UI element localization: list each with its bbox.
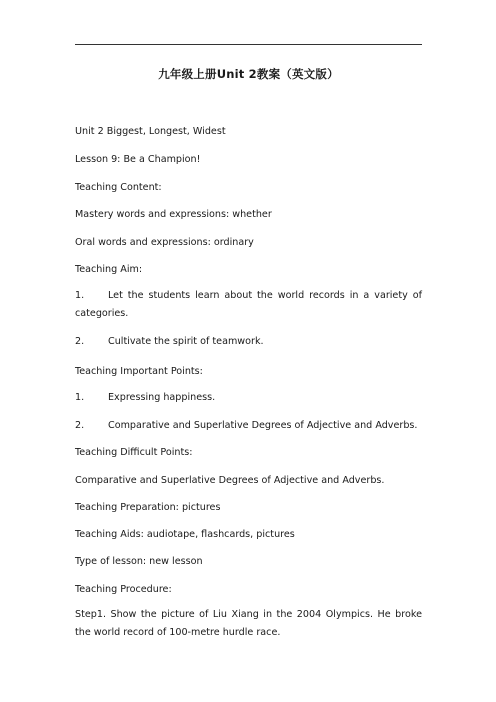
teaching-aim-label: Teaching Aim: xyxy=(75,264,143,275)
teaching-preparation-line: Teaching Preparation: pictures xyxy=(75,502,221,513)
aim-text: Cultivate the spirit of teamwork. xyxy=(108,336,264,347)
aim-item-1 xyxy=(75,287,422,323)
unit-line: Unit 2 Biggest, Longest, Widest xyxy=(75,126,226,137)
aim-item-2 xyxy=(75,333,422,351)
lesson-line: Lesson 9: Be a Champion! xyxy=(75,154,201,165)
aim-text: Let the students learn about the world records in a variety of categories. xyxy=(75,290,422,319)
point-number: 2. xyxy=(75,420,85,431)
aim-number: 2. xyxy=(75,336,85,347)
important-point-1 xyxy=(75,389,422,407)
lesson-type-line: Type of lesson: new lesson xyxy=(75,556,203,567)
oral-words-line: Oral words and expressions: ordinary xyxy=(75,237,254,248)
important-point-2 xyxy=(75,417,422,435)
important-points-label: Teaching Important Points: xyxy=(75,366,203,377)
teaching-aids-line: Teaching Aids: audiotape, flashcards, pictures xyxy=(75,529,295,540)
aim-number: 1. xyxy=(75,290,85,301)
difficult-points-label: Teaching Difficult Points: xyxy=(75,447,193,458)
document-title: 九年级上册Unit 2教案（英文版） xyxy=(158,67,339,81)
point-text: Expressing happiness. xyxy=(108,392,216,403)
difficult-points-text: Comparative and Superlative Degrees of Adjective and Adverbs. xyxy=(75,475,385,486)
teaching-procedure-label: Teaching Procedure: xyxy=(75,584,172,595)
step1-paragraph: Step1. Show the picture of Liu Xiang in the 2004 Olympics. He broke the world record of 100-metre hurdle race. xyxy=(75,609,422,638)
header-rule xyxy=(75,44,422,45)
teaching-content-label: Teaching Content: xyxy=(75,182,162,193)
point-text: Comparative and Superlative Degrees of Adjective and Adverbs. xyxy=(108,420,418,431)
mastery-words-line: Mastery words and expressions: whether xyxy=(75,209,272,220)
point-number: 1. xyxy=(75,392,85,403)
